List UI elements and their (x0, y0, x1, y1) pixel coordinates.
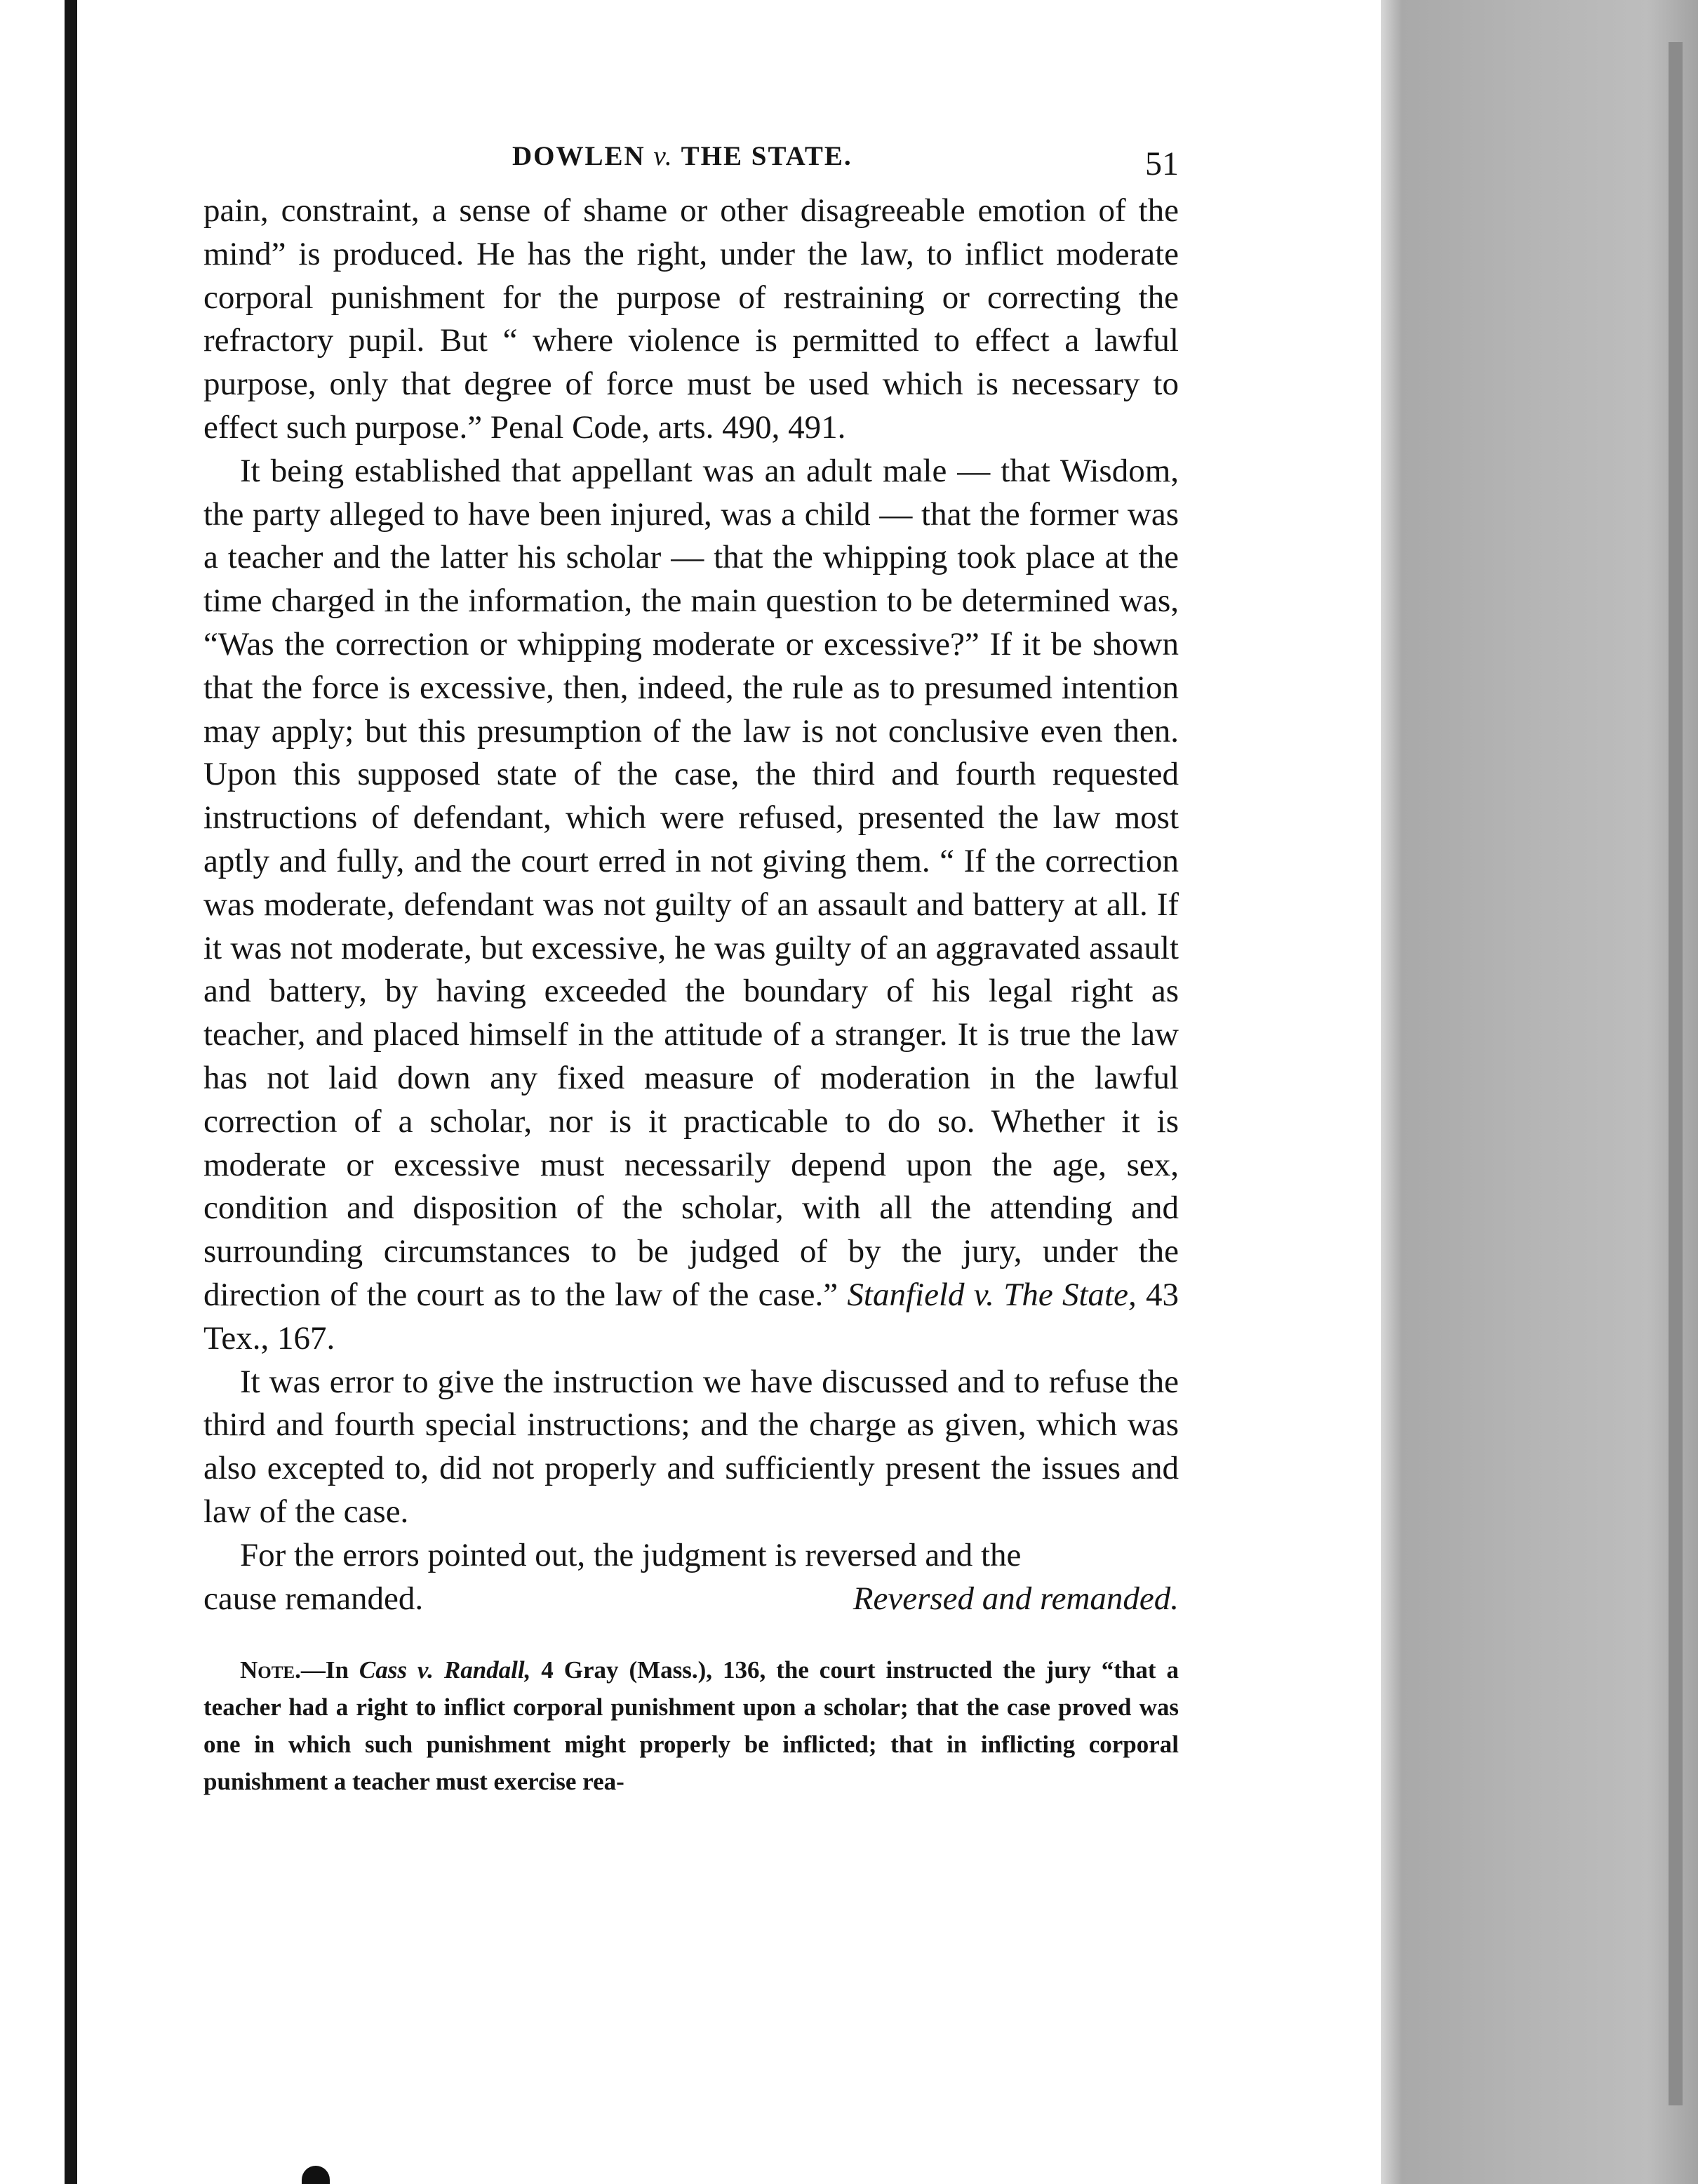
footnote-label: Note. (240, 1656, 301, 1684)
page-number: 51 (1145, 145, 1179, 182)
footnote-lead: —In (300, 1656, 359, 1684)
closing-line (203, 1578, 1179, 1621)
paragraph-4 (203, 1534, 1179, 1578)
citation-case-name: Stanfield v. The State, (847, 1276, 1137, 1313)
scan-ink-blot (302, 2166, 330, 2184)
citation-reporter: 43 Tex., 167. (203, 1276, 1179, 1357)
scan-left-margin (0, 0, 65, 2184)
footnote (203, 1651, 1179, 1800)
opinion-body (203, 189, 1179, 1620)
disposition: Reversed and remanded. (853, 1580, 1179, 1617)
footnote-text: 4 Gray (Mass.), 136, the court instructed the jury “that a teacher had a right to inflict corporal punishment upon a scholar; that the case proved was one in which such punishment might properly be inflicted; that in inflicting corporal punishment a teacher must exercise rea- (203, 1656, 1179, 1796)
scan-binding-edge (65, 0, 77, 2184)
scan-page-fold (1381, 0, 1698, 2184)
paragraph-2 (203, 450, 1179, 1361)
running-title-versus: v. (653, 141, 674, 171)
running-head (203, 140, 1179, 189)
footnote-case-name: Cass v. Randall, (359, 1656, 531, 1684)
running-title-right: THE STATE. (673, 141, 853, 171)
paragraph-1: pain, constraint, a sense of shame or other disagreeable emotion of the mind” is produced. He has the right, under the law, to inflict moderate corporal punishment for the purpose of restraining or correcting the refractory pupil. But “ where violence is permitted to effect a lawful purpose, only that degree of force must be used which is necessary to effect such purpose.” Penal Code, arts. 490, 491. (203, 192, 1179, 446)
paragraph-4-last-line: cause remanded. (203, 1580, 424, 1617)
book-page (203, 140, 1179, 1800)
paragraph-4-text: For the errors pointed out, the judgment is reversed and the (240, 1536, 1022, 1573)
running-title-left: DOWLEN (512, 141, 654, 171)
paragraph-3: It was error to give the instruction we have discussed and to refuse the third and fourth special instructions; and the charge as given, which was also excepted to, did not properly and sufficiently present the issues and law of the case. (203, 1363, 1179, 1530)
scan-book-edge (1669, 42, 1683, 2105)
running-title (512, 140, 853, 172)
paragraph-2-text: It being established that appellant was an adult male — that Wisdom, the party alleged to have been injured, was a child — that the former was a teacher and the latter his scholar — that the whipping took place at the time charged in the information, the main question to be determined was, “Was the correction or whipping moderate or excessive?” If it be shown that the force is excessive, then, indeed, the rule as to presumed intention may apply; but this presumption of the law is not conclusive even then. Upon this supposed state of the case, the third and fourth requested instructions of defendant, which were refused, presented the law most aptly and fully, and the court erred in not giving them. “ If the correction was moderate, defendant was not guilty of an assault and battery at all. If it was not moderate, but excessive, he was guilty of an aggravated assault and battery, by having exceeded the boundary of his legal right as teacher, and placed himself in the attitude of a stranger. It is true the law has not laid down any fixed measure of moderation in the lawful correction of a scholar, nor is it practicable to do so. Whether it is moderate or excessive must necessarily depend upon the age, sex, condition and disposition of the scholar, with all the attending and surrounding circumstances to be judged of by the jury, under the direction of the court as to the law of the case.” (203, 452, 1179, 1313)
